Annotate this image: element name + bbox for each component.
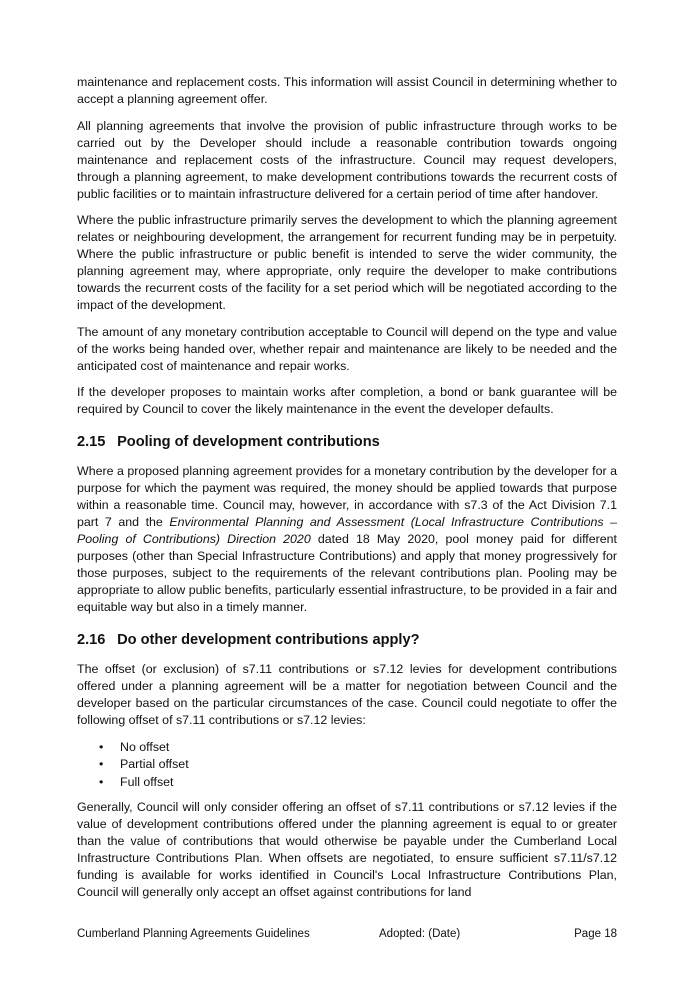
section-number: 2.15 [77, 434, 106, 450]
list-item [99, 774, 617, 792]
paragraph: The amount of any monetary contribution acceptable to Council will depend on the type and value of the works being handed over, whether repair and maintenance are likely to be needed and the anticipated cost of maintenance and repair works. [77, 324, 617, 373]
paragraph: The offset (or exclusion) of s7.11 contributions or s7.12 levies for development contributions offered under a planning agreement will be a matter for negotiation between Council and the developer based on the particular circumstances of the case. Council could negotiate to offer the following offset of s7.11 contributions or s7.12 levies: [77, 662, 617, 727]
bullet-icon: • [99, 739, 104, 754]
section-number: 2.16 [77, 632, 106, 648]
paragraph: maintenance and replacement costs. This information will assist Council in determining whether to accept a planning agreement offer. [77, 75, 617, 106]
list-item-text: Full offset [120, 774, 174, 789]
section-title: Do other development contributions apply? [117, 632, 420, 648]
page-footer [77, 928, 617, 940]
document-body [77, 74, 617, 911]
bullet-icon: • [99, 774, 104, 789]
bullet-icon: • [99, 757, 104, 772]
text-run: Where a proposed planning agreement provides for a monetary contribution by the developer for a purpose for which the payment was required, the money should be applied towards that purpose within a reasonable time. Council may, however, in accordance with s7.3 of the Act Division 7.1 part 7 and the [77, 464, 617, 529]
footer-document-title: Cumberland Planning Agreements Guidelines [77, 928, 310, 940]
direction-title: Environmental Planning and Assessment (Local Infrastructure Contributions – Pooling of Contributions) Direction 2020 [77, 515, 617, 546]
footer-adopted-date: Adopted: (Date) [379, 928, 461, 940]
list-item [99, 739, 617, 757]
offset-list [77, 739, 617, 792]
list-item-text: No offset [120, 739, 170, 754]
paragraph: Where the public infrastructure primarily serves the development to which the planning agreement relates or neighbouring development, the arrangement for recurrent funding may be in perpetuity. Where the public infrastructure or public benefit is intended to serve the wider community, the planning agreement may, where appropriate, only require the developer to make contributions towards the recurrent costs of the facility for a set period which will be negotiated according to the impact of the development. [77, 213, 617, 312]
paragraph-pooling [77, 463, 617, 616]
text-run: dated 18 May 2020, pool money paid for different purposes (other than Special Infrastructure Contributions) and apply that money progressively for those purposes, subject to the requirements of the relevant contributions plan. Pooling may be appropriate to allow public benefits, particularly essential infrastructure, to be provided in a fair and equitable way but also in a timely manner. [77, 532, 617, 614]
section-heading-2-15 [77, 433, 617, 451]
section-title: Pooling of development contributions [117, 434, 380, 450]
list-item-text: Partial offset [120, 757, 189, 772]
paragraph: Generally, Council will only consider offering an offset of s7.11 contributions or s7.12 levies if the value of development contributions offered under the planning agreement is equal to or greater than the value of contributions that would otherwise be payable under the Cumberland Local Infrastructure Contributions Plan. When offsets are negotiated, to ensure sufficient s7.11/s7.12 funding is available for works identified in Council's Local Infrastructure Contributions Plan, Council will generally only accept an offset against contributions for land [77, 800, 617, 900]
section-heading-2-16 [77, 631, 617, 649]
list-item [99, 756, 617, 774]
paragraph: If the developer proposes to maintain works after completion, a bond or bank guarantee will be required by Council to cover the likely maintenance in the event the developer defaults. [77, 385, 617, 416]
paragraph: All planning agreements that involve the provision of public infrastructure through works to be carried out by the Developer should include a reasonable contribution towards ongoing maintenance and replacement costs of the infrastructure. Council may request developers, through a planning agreement, to make development contributions towards the recurrent costs of public facilities or to maintain infrastructure delivered for a certain period of time after handover. [77, 118, 617, 201]
footer-page-number: Page 18 [574, 928, 617, 940]
